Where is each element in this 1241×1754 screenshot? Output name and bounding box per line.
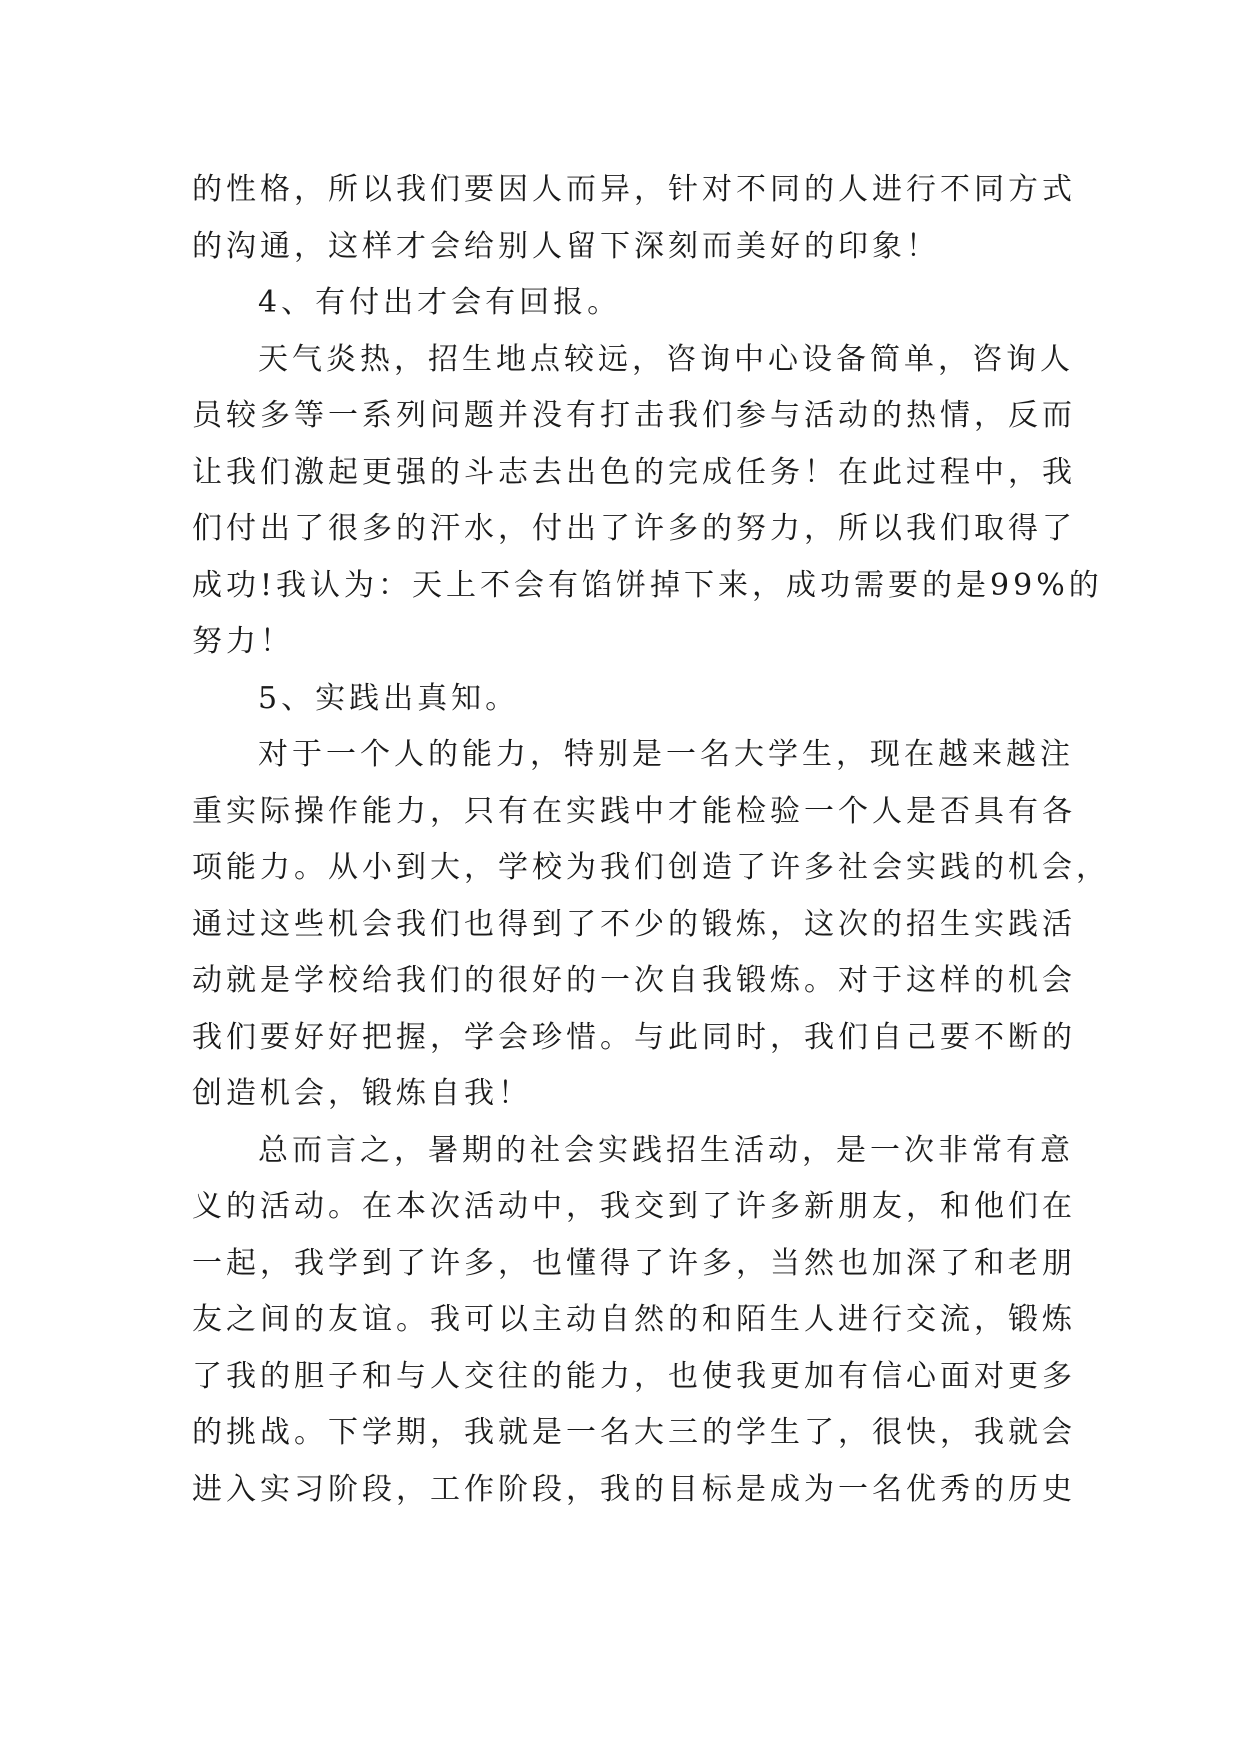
text-line: 的性格，所以我们要因人而异，针对不同的人进行不同方式 [192, 172, 1076, 207]
document-body-text [192, 162, 1110, 1518]
text-line: 成功!我认为：天上不会有馅饼掉下来，成功需要的是99%的 [192, 567, 1103, 603]
text-line: 们付出了很多的汗水，付出了许多的努力，所以我们取得了 [192, 511, 1076, 546]
text-line: 项能力。从小到大，学校为我们创造了许多社会实践的机会， [192, 850, 1110, 885]
text-line: 总而言之，暑期的社会实践招生活动，是一次非常有意 [258, 1132, 1074, 1168]
text-line: 进入实习阶段，工作阶段，我的目标是成为一名优秀的历史 [192, 1471, 1076, 1507]
text-line: 友之间的友谊。我可以主动自然的和陌生人进行交流，锻炼 [192, 1302, 1076, 1337]
text-line: 对于一个人的能力，特别是一名大学生，现在越来越注 [258, 737, 1074, 772]
text-line: 5、实践出真知。 [258, 680, 520, 716]
text-line: 4、有付出才会有回报。 [258, 285, 622, 320]
text-line: 天气炎热，招生地点较远，咨询中心设备简单，咨询人 [258, 341, 1074, 377]
text-line: 的沟通，这样才会给别人留下深刻而美好的印象！ [192, 228, 940, 264]
text-line: 让我们激起更强的斗志去出色的完成任务！在此过程中，我 [192, 454, 1076, 490]
text-line: 义的活动。在本次活动中，我交到了许多新朋友，和他们在 [192, 1189, 1076, 1224]
text-line: 通过这些机会我们也得到了不少的锻炼，这次的招生实践活 [192, 906, 1076, 942]
text-line: 努力！ [192, 624, 294, 659]
text-line: 动就是学校给我们的很好的一次自我锻炼。对于这样的机会 [192, 963, 1076, 998]
text-line: 重实际操作能力，只有在实践中才能检验一个人是否具有各 [192, 793, 1076, 829]
text-line: 我们要好好把握，学会珍惜。与此同时，我们自己要不断的 [192, 1019, 1076, 1055]
text-line: 了我的胆子和与人交往的能力，也使我更加有信心面对更多 [192, 1358, 1076, 1394]
text-line: 创造机会，锻炼自我！ [192, 1076, 532, 1111]
text-line: 一起，我学到了许多，也懂得了许多，当然也加深了和老朋 [192, 1245, 1076, 1281]
text-line: 员较多等一系列问题并没有打击我们参与活动的热情，反而 [192, 398, 1076, 433]
text-line: 的挑战。下学期，我就是一名大三的学生了，很快，我就会 [192, 1415, 1076, 1450]
